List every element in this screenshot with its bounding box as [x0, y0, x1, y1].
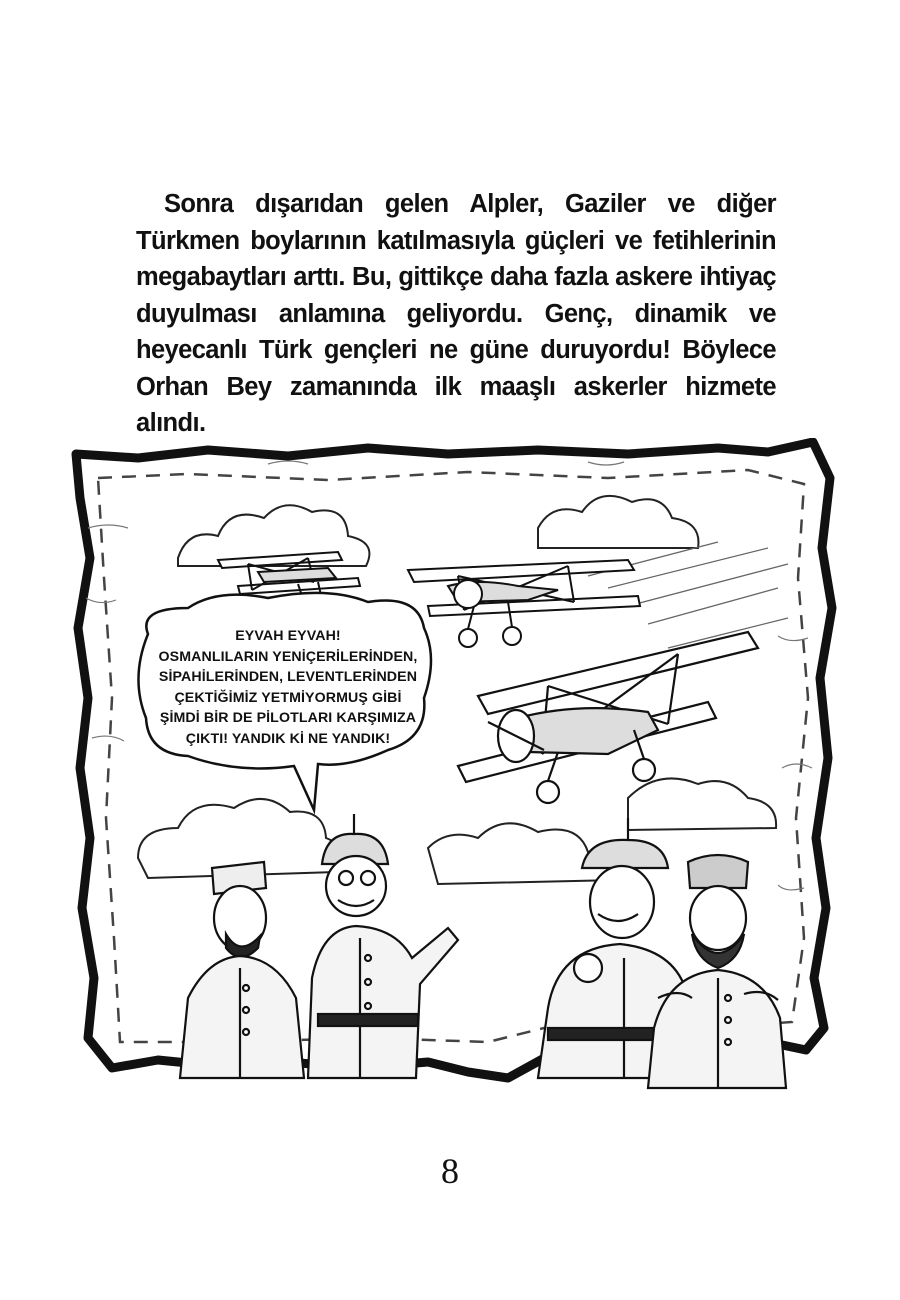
speech-bubble-text: [152, 626, 424, 750]
speech-line: ÇIKTI! YANDIK Kİ NE YANDIK!: [185, 730, 391, 747]
body-paragraph: Sonra dışarıdan gelen Alpler, Gaziler ve diğer Türkmen boylarının katılmasıyla güçleri ve fetihlerinin megabaytları arttı. Bu, gittikçe daha fazla askere ihtiyaç duyulması anlamına geliyordu. Genç, dinamik ve heyecanlı Türk gençleri ne güne duruyordu! Böylece Orhan Bey zamanında ilk maaşlı askerler hizmete alındı.: [136, 190, 776, 437]
comic-panel: [68, 438, 838, 1098]
speech-line: OSMANLILARIN YENİÇERİLERİNDEN,: [158, 648, 418, 665]
speech-line: SİPAHİLERİNDEN, LEVENTLERİNDEN: [158, 669, 418, 686]
speech-line: ŞİMDİ BİR DE PİLOTLARI KARŞIMIZA: [159, 710, 417, 727]
speech-line: ÇEKTİĞİMİZ YETMİYORMUŞ GİBİ: [174, 689, 402, 706]
page-number: 8: [441, 1151, 459, 1191]
parchment-frame: [68, 438, 838, 1098]
speech-line: EYVAH EYVAH!: [235, 628, 341, 644]
